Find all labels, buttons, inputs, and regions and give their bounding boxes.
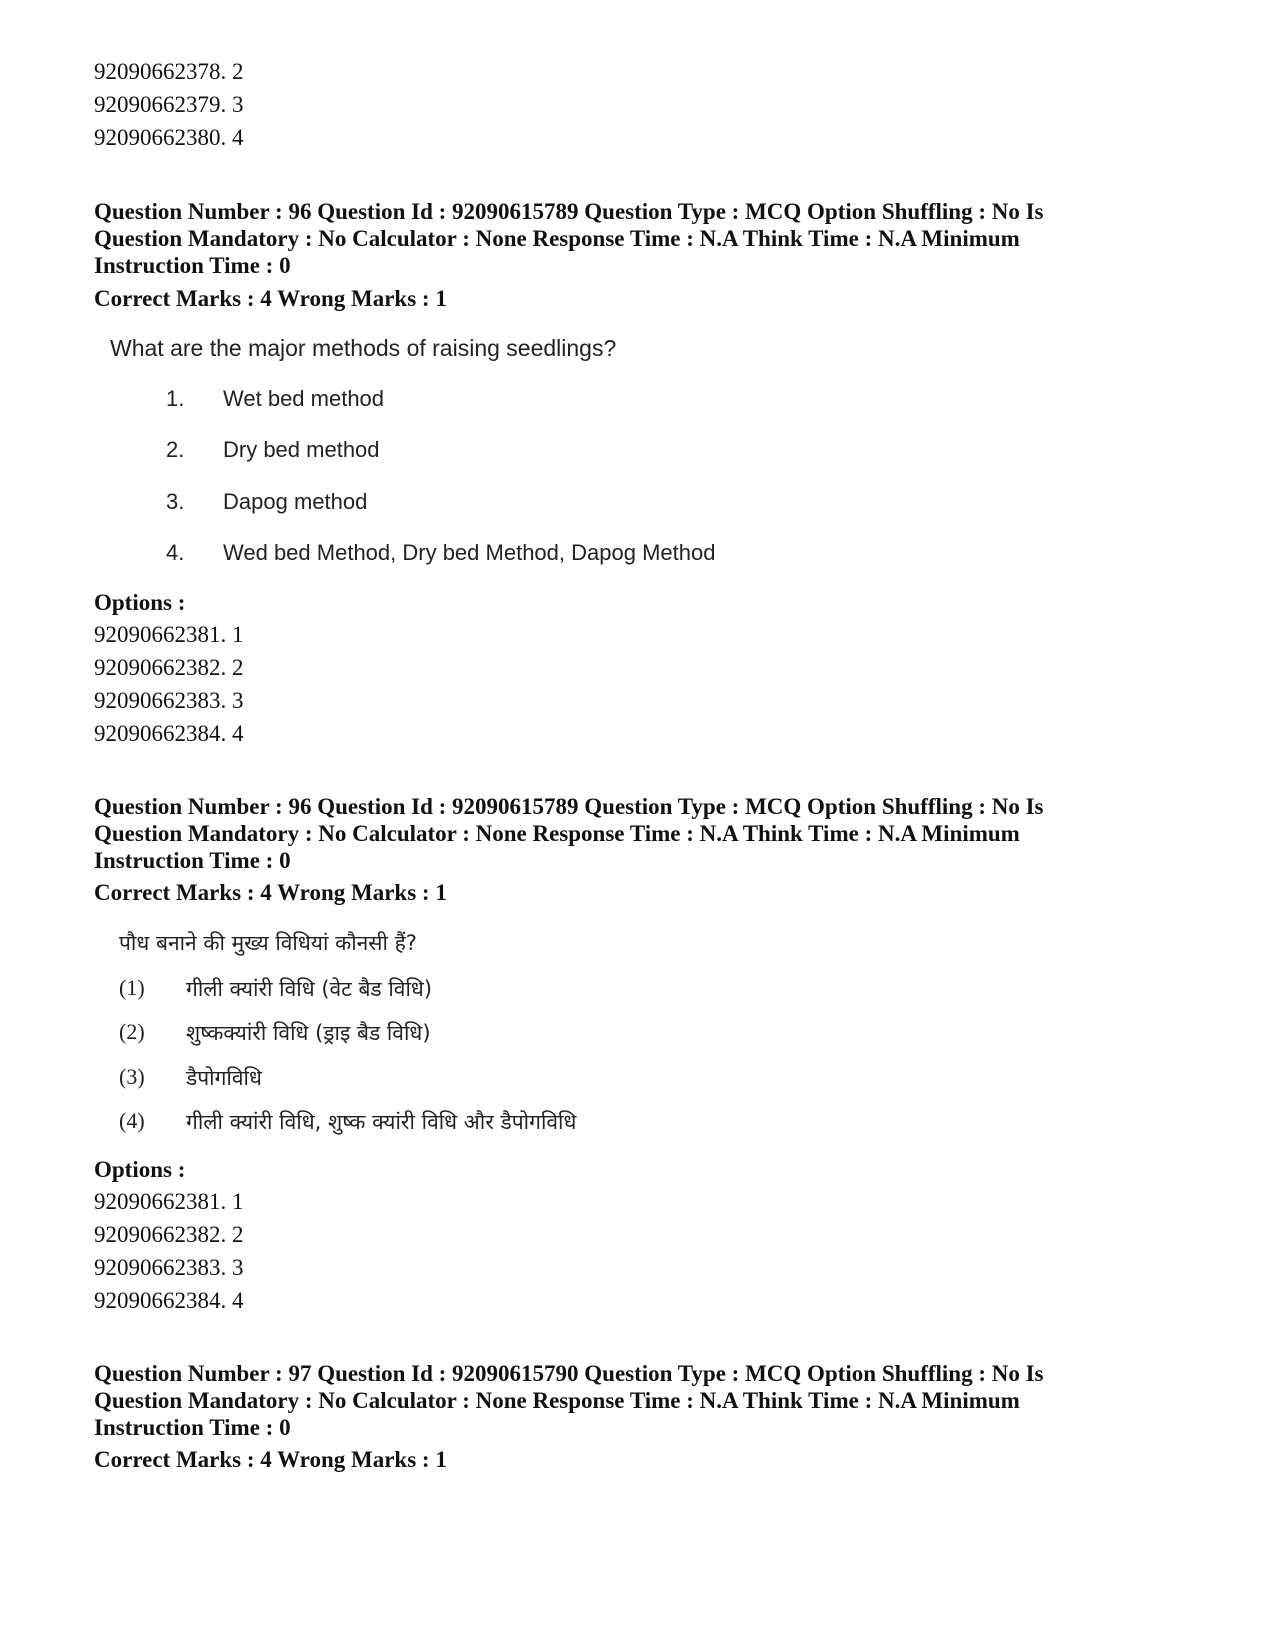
- option-line: 92090662380. 4: [94, 125, 244, 150]
- question-header: Instruction Time : 0: [94, 1415, 291, 1440]
- option-line: 92090662382. 2: [94, 1222, 244, 1247]
- question-stem: पौध बनाने की मुख्य विधियां कौनसी हैं?: [119, 931, 417, 955]
- choice-text: शुष्कक्यांरी विधि (ड्राइ बैड विधि): [186, 1021, 431, 1045]
- option-line: 92090662384. 4: [94, 721, 244, 746]
- question-header: Question Number : 96 Question Id : 92090615789 Question Type : MCQ Option Shuffling : No Is: [94, 794, 1044, 819]
- question-header: Instruction Time : 0: [94, 253, 291, 278]
- choice-text: Dapog method: [223, 489, 368, 514]
- question-header: Instruction Time : 0: [94, 848, 291, 873]
- choice-number: 1.: [166, 386, 185, 411]
- choice-number: (4): [119, 1108, 145, 1133]
- question-stem: What are the major methods of raising seedlings?: [110, 335, 617, 361]
- option-line: 92090662381. 1: [94, 1189, 244, 1214]
- choice-text: गीली क्यांरी विधि, शुष्क क्यांरी विधि और डैपोगविधि: [186, 1110, 577, 1134]
- option-line: 92090662381. 1: [94, 622, 244, 647]
- choice-number: (3): [119, 1064, 145, 1089]
- question-header: Question Mandatory : No Calculator : None Response Time : N.A Think Time : N.A Minimum: [94, 1388, 1020, 1413]
- choice-text: Wed bed Method, Dry bed Method, Dapog Method: [223, 540, 716, 565]
- marks-line: Correct Marks : 4 Wrong Marks : 1: [94, 1447, 447, 1472]
- choice-text: Dry bed method: [223, 437, 380, 462]
- marks-line: Correct Marks : 4 Wrong Marks : 1: [94, 286, 447, 311]
- question-header: Question Number : 96 Question Id : 92090615789 Question Type : MCQ Option Shuffling : No Is: [94, 199, 1044, 224]
- choice-number: 2.: [166, 437, 185, 462]
- choice-number: 3.: [166, 489, 185, 514]
- option-line: 92090662384. 4: [94, 1288, 244, 1313]
- choice-number: (1): [119, 975, 145, 1000]
- options-label: Options :: [94, 1157, 186, 1182]
- choice-number: (2): [119, 1019, 145, 1044]
- option-line: 92090662383. 3: [94, 688, 244, 713]
- question-header: Question Number : 97 Question Id : 92090615790 Question Type : MCQ Option Shuffling : No Is: [94, 1361, 1044, 1386]
- option-line: 92090662382. 2: [94, 655, 244, 680]
- option-line: 92090662378. 2: [94, 59, 244, 84]
- choice-number: 4.: [166, 540, 185, 565]
- choice-text: Wet bed method: [223, 386, 385, 411]
- choice-text: डैपोगविधि: [186, 1066, 262, 1090]
- marks-line: Correct Marks : 4 Wrong Marks : 1: [94, 880, 447, 905]
- choice-text: गीली क्यांरी विधि (वेट बैड विधि): [186, 977, 433, 1001]
- question-header: Question Mandatory : No Calculator : None Response Time : N.A Think Time : N.A Minimum: [94, 821, 1020, 846]
- question-header: Question Mandatory : No Calculator : None Response Time : N.A Think Time : N.A Minimum: [94, 226, 1020, 251]
- option-line: 92090662379. 3: [94, 92, 244, 117]
- options-label: Options :: [94, 590, 186, 615]
- option-line: 92090662383. 3: [94, 1255, 244, 1280]
